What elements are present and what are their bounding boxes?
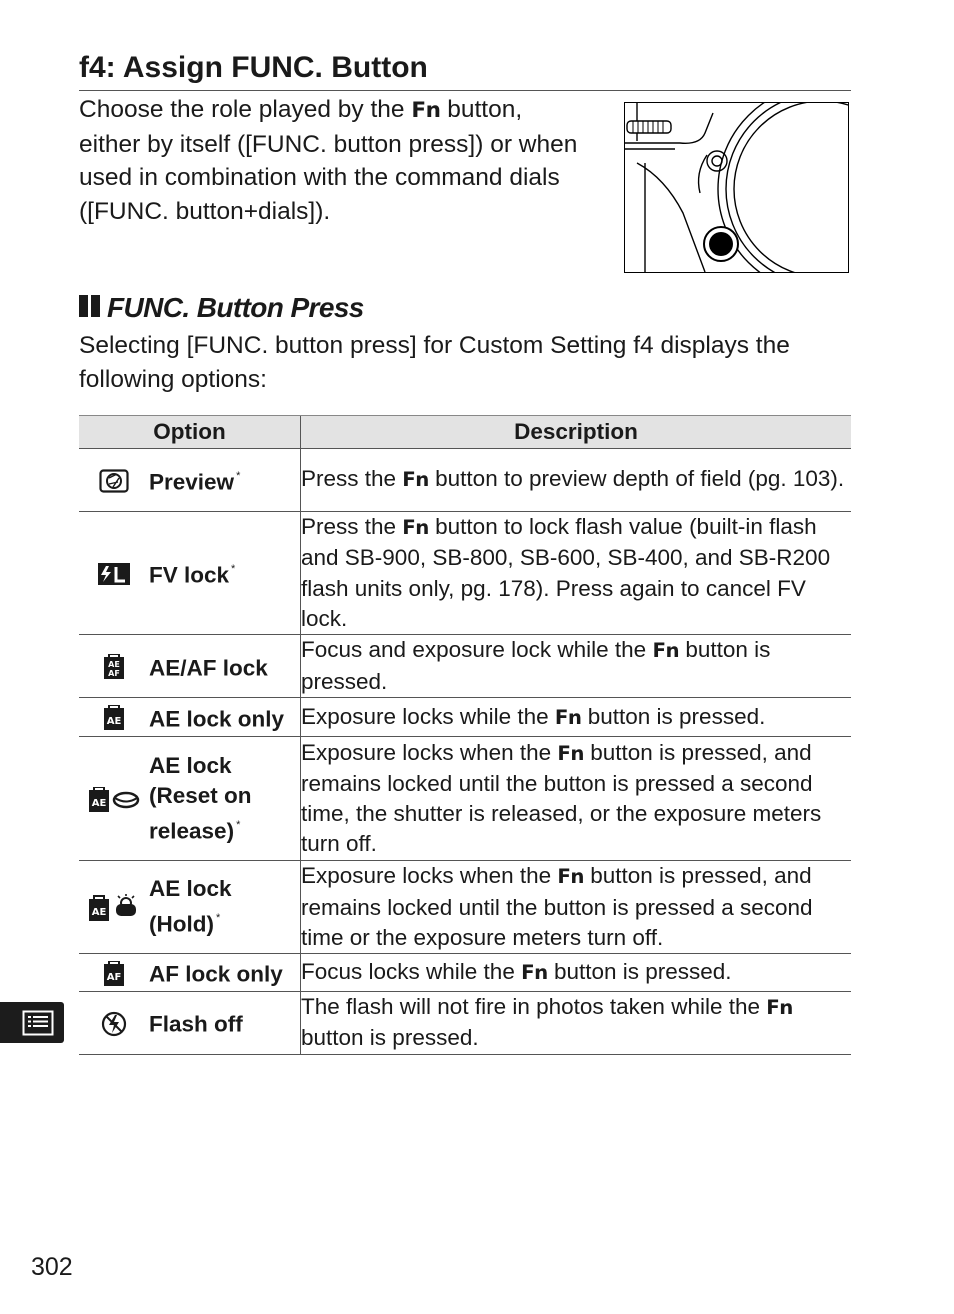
option-description: Focus and exposure lock while the Fn button is pressed. <box>301 635 852 698</box>
table-row <box>79 992 851 1055</box>
option-label: AF lock only <box>149 954 301 992</box>
section-marker-icon <box>79 288 103 328</box>
page-number: 302 <box>31 1253 73 1281</box>
section-heading: FUNC. Button Press <box>79 288 364 330</box>
option-description: Exposure locks when the Fn button is pressed, and remains locked until the button is pressed a second time, the shutter is released, or the exposure meters turn off. <box>301 737 852 861</box>
option-description: The flash will not fire in photos taken while the Fn button is pressed. <box>301 992 852 1055</box>
table-row <box>79 512 851 635</box>
table-row <box>79 635 851 698</box>
ae-lock-hold-icon <box>79 861 149 954</box>
svg-text:AF: AF <box>106 971 122 983</box>
option-label: AE lock (Hold) * <box>149 861 301 954</box>
ae-lock-icon <box>79 698 149 737</box>
option-description: Focus locks while the Fn button is pressed. <box>301 954 852 992</box>
table-row <box>79 861 851 954</box>
flash-off-icon <box>79 992 149 1055</box>
svg-text:AE: AE <box>108 660 120 670</box>
header-option: Option <box>79 416 301 449</box>
option-label: AE/AF lock <box>149 635 301 698</box>
table-row <box>79 449 851 512</box>
table-header-row <box>79 416 851 449</box>
option-description: Exposure locks when the Fn button is pressed, and remains locked until the button is pressed a second time or the exposure meters turn off. <box>301 861 852 954</box>
option-label: AE lock (Reset on release) * <box>149 737 301 861</box>
svg-text:AE: AE <box>91 797 107 809</box>
ae-lock-reset-icon <box>79 737 149 861</box>
ae-af-lock-icon <box>79 635 149 698</box>
table-row <box>79 698 851 737</box>
option-label: Flash off <box>149 992 301 1055</box>
fn-button-label: Fn <box>411 98 441 123</box>
option-description: Exposure locks while the Fn button is pressed. <box>301 698 852 737</box>
preview-icon <box>79 449 149 512</box>
table-row <box>79 737 851 861</box>
option-label: Preview * <box>149 449 301 512</box>
af-lock-icon <box>79 954 149 992</box>
fv-lock-icon <box>79 512 149 635</box>
menu-list-icon <box>0 1002 64 1043</box>
options-table <box>79 415 851 1055</box>
section-paragraph: Selecting [FUNC. button press] for Custom Setting f4 displays the following options: <box>79 332 790 393</box>
option-description: Press the Fn button to preview depth of field (pg. 103). <box>301 449 852 512</box>
page-title: f4: Assign FUNC. Button <box>79 46 851 91</box>
svg-text:AE: AE <box>106 716 122 728</box>
header-description: Description <box>301 416 852 449</box>
table-row <box>79 954 851 992</box>
option-label: AE lock only <box>149 698 301 737</box>
svg-text:AE: AE <box>91 907 107 919</box>
camera-front-fn-button-icon <box>624 102 849 273</box>
intro-text: Choose the role played by the Fn button, either by itself ([FUNC. button press]) or when used in combination with the command dials ([FUNC. button+dials]). <box>79 96 578 225</box>
option-label: FV lock * <box>149 512 301 635</box>
svg-text:AF: AF <box>108 669 120 679</box>
option-description: Press the Fn button to lock flash value (built-in flash and SB-900, SB-800, SB-600, SB-400, and SB-R200 flash units only, pg. 178). Press again to cancel FV lock. <box>301 512 852 635</box>
